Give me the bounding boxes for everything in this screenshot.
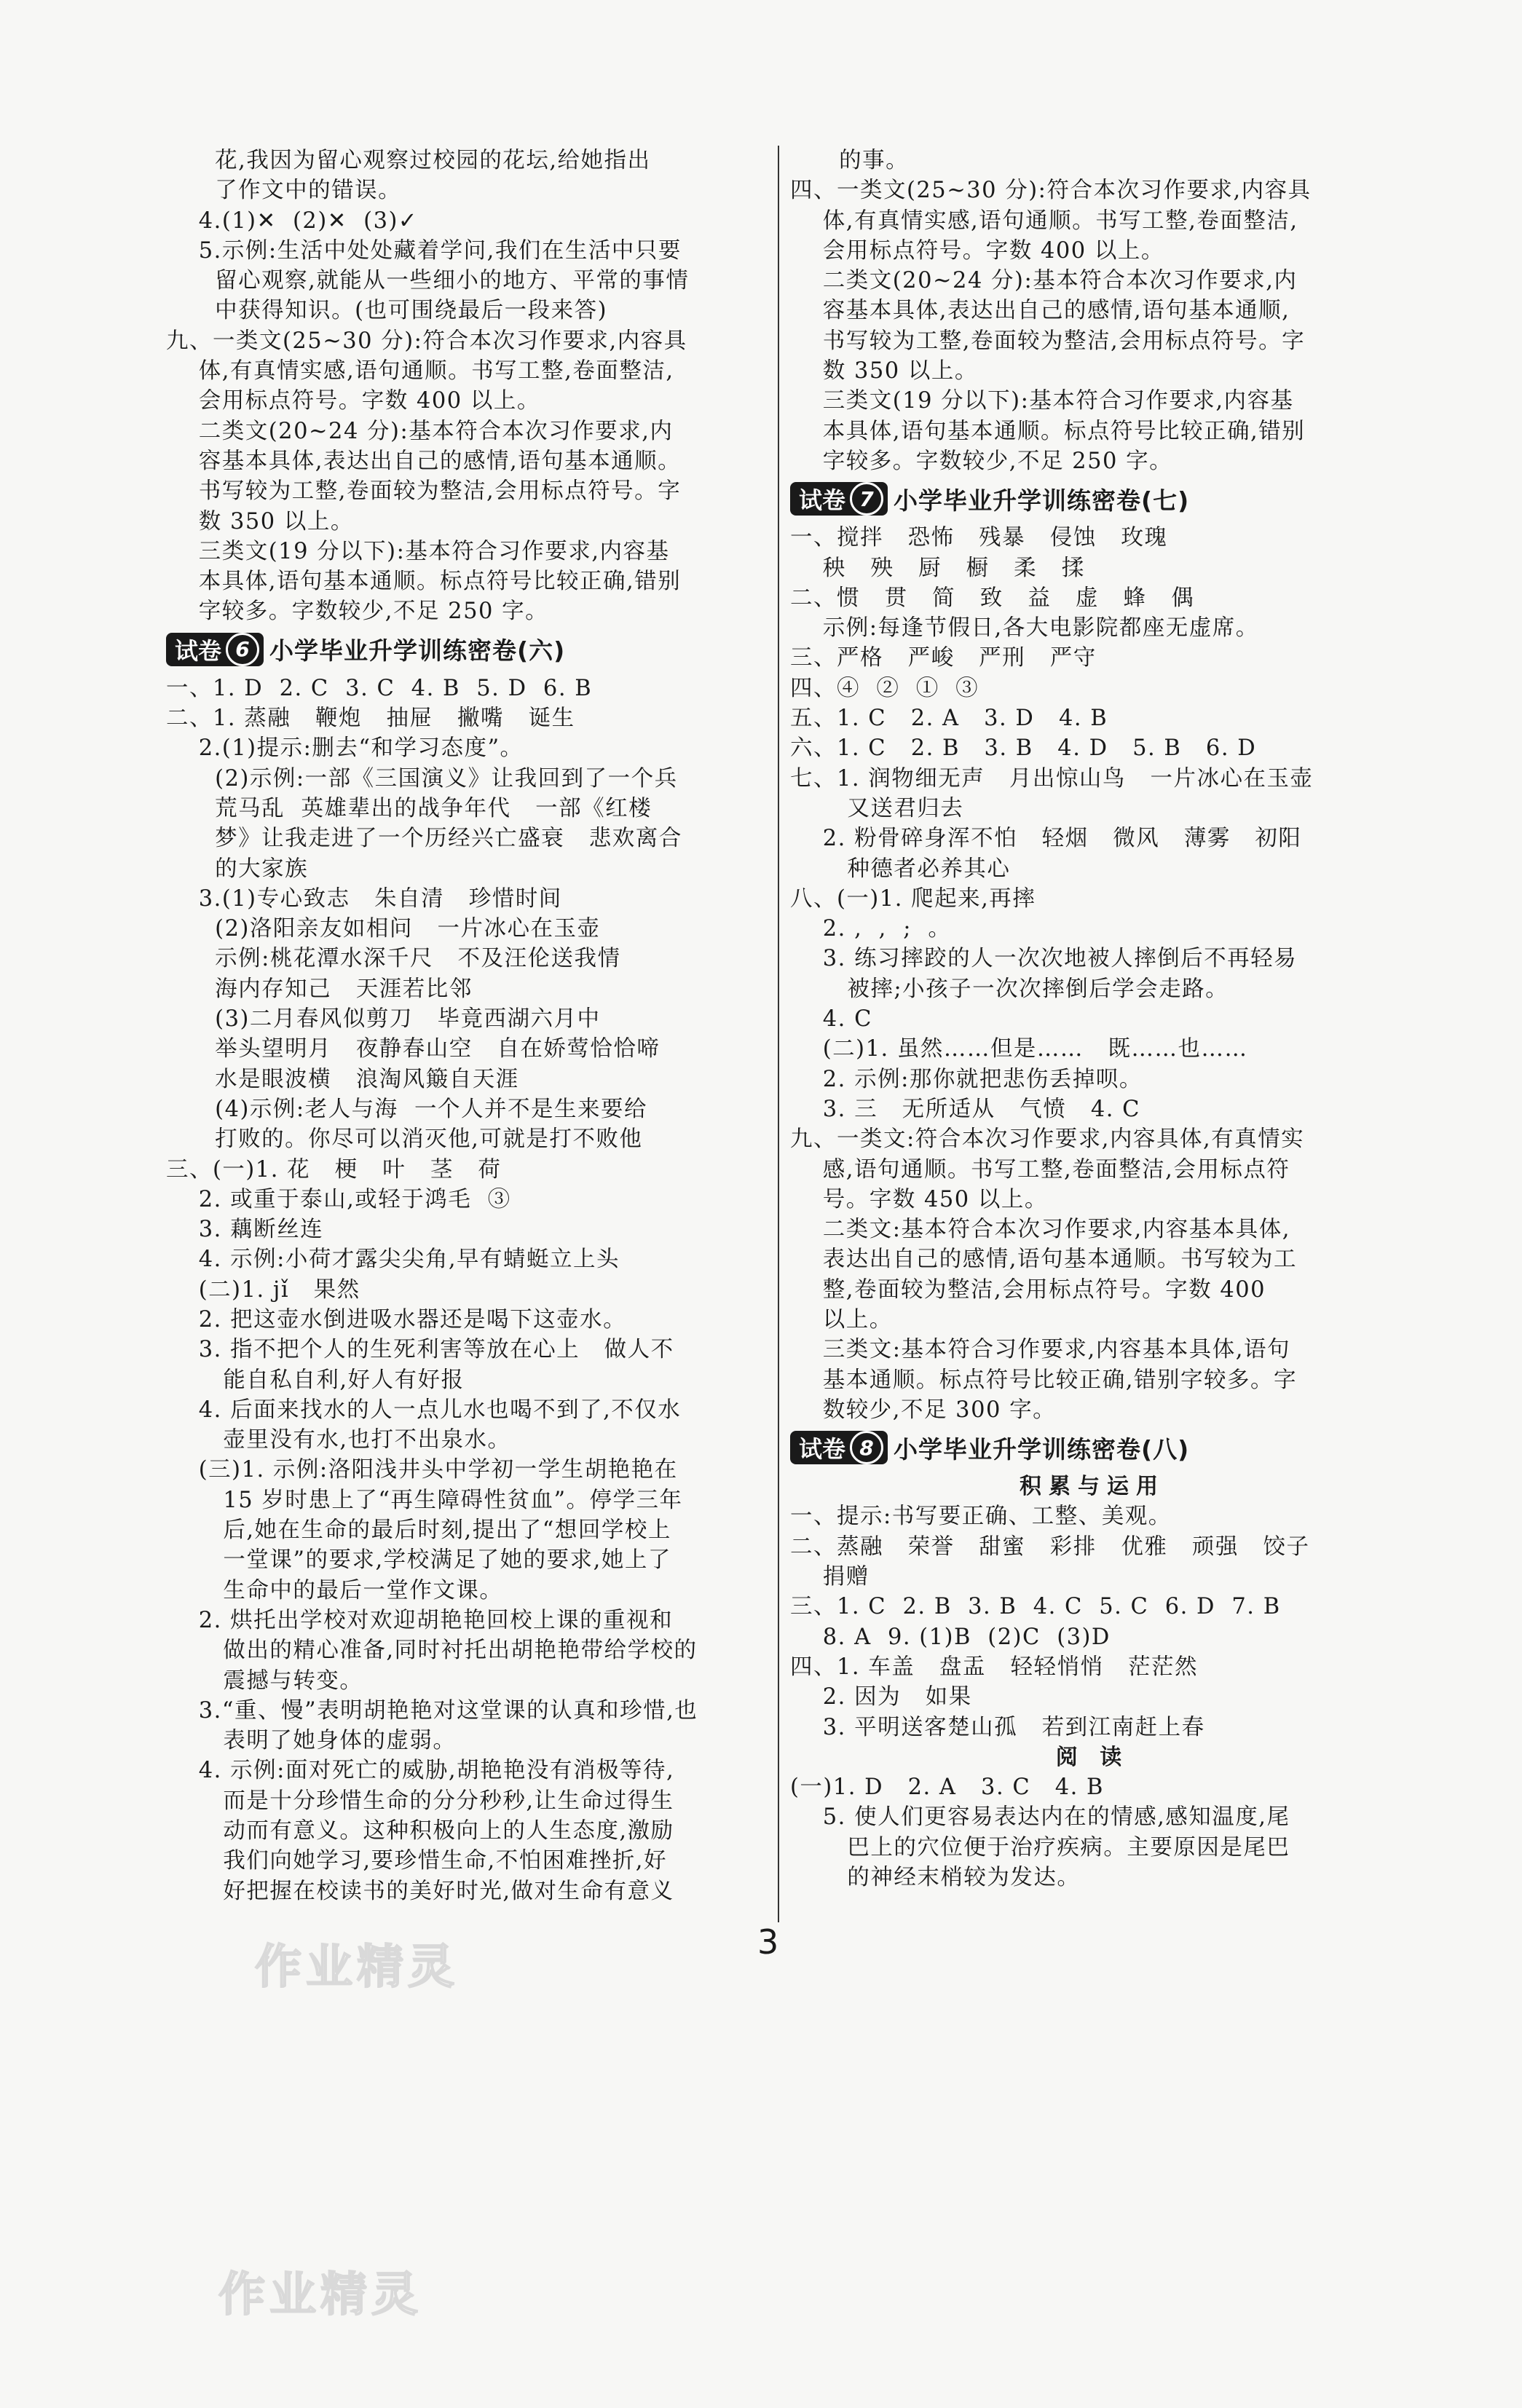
answer-line: 中获得知识。(也可围绕最后一段来答)	[166, 298, 607, 324]
watermark: 作业精灵	[218, 2268, 422, 2322]
answer-line: 又送君归去	[790, 795, 964, 821]
answer-line: 3. 练习摔跤的人一次次地被人摔倒后不再轻易	[790, 946, 1298, 972]
answer-line: 三、(一)1. 花 梗 叶 茎 荷	[166, 1156, 502, 1183]
answer-line: 容基本具体,表达出自己的感情,语句基本通顺,	[790, 298, 1290, 324]
answer-line: 2.(1)提示:删去“和学习态度”。	[166, 735, 524, 762]
answer-line: 三、1. C 2. B 3. B 4. C 5. C 6. D 7. B	[790, 1594, 1281, 1620]
answer-line: 容基本具体,表达出自己的感情,语句基本通顺。	[166, 448, 682, 474]
subsection-heading: 阅 读	[1055, 1744, 1129, 1770]
answer-line: 一、提示:书写要正确、工整、美观。	[790, 1504, 1172, 1530]
answer-line: 六、1. C 2. B 3. B 4. D 5. B 6. D	[790, 735, 1257, 762]
answer-line: 3. 藕断丝连	[166, 1217, 324, 1243]
exam-number: 8	[850, 1431, 883, 1464]
answer-line: 体,有真情实感,语句通顺。书写工整,卷面整洁,	[166, 358, 674, 384]
exam-number: 7	[850, 482, 883, 516]
answer-line: 花,我因为留心观察过校园的花坛,给她指出	[166, 148, 651, 173]
answer-line: 而是十分珍惜生命的分分秒秒,让生命过得生	[166, 1788, 674, 1814]
section-title: 小学毕业升学训练密卷(八)	[894, 1434, 1190, 1464]
right-column	[790, 146, 1395, 1892]
answer-line: 基本通顺。标点符号比较正确,错别字较多。字	[790, 1367, 1297, 1393]
answer-line: 示例:每逢节假日,各大电影院都座无虚席。	[790, 615, 1259, 642]
answer-line: 二类文:基本符合本次习作要求,内容基本具体,	[790, 1217, 1290, 1243]
answer-line: 3. 指不把个人的生死利害等放在心上 做人不	[166, 1337, 674, 1363]
answer-line: 七、1. 润物细无声 月出惊山鸟 一片冰心在玉壶	[790, 765, 1314, 792]
answer-line: 8. A 9. (1)B (2)C (3)D	[790, 1624, 1111, 1650]
exam-badge	[790, 1431, 888, 1464]
answer-line: 3. 平明送客楚山孤 若到江南赶上春	[790, 1714, 1205, 1740]
answer-line: 数 350 以上。	[790, 358, 978, 384]
answer-line: 后,她在生命的最后时刻,提出了“想回学校上	[166, 1517, 671, 1544]
answer-line: 数较少,不足 300 字。	[790, 1397, 1057, 1423]
answer-line: 三类文(19 分以下):基本符合习作要求,内容基	[790, 388, 1294, 414]
answer-line: 2. 烘托出学校对欢迎胡艳艳回校上课的重视和	[166, 1607, 674, 1633]
answer-line: (三)1. 示例:洛阳浅井头中学初一学生胡艳艳在	[166, 1457, 678, 1483]
answer-line: 表明了她身体的虚弱。	[166, 1728, 457, 1754]
answer-line: 做出的精心准备,同时衬托出胡艳艳带给学校的	[166, 1638, 698, 1664]
answer-line: 示例:桃花潭水深千尺 不及汪伦送我情	[166, 946, 621, 972]
answer-line: 感,语句通顺。书写工整,卷面整洁,会用标点符	[790, 1156, 1290, 1183]
answer-line: 书写较为工整,卷面较为整洁,会用标点符号。字	[166, 478, 682, 505]
answer-line: 打败的。你尽可以消灭他,可就是打不败他	[166, 1126, 643, 1153]
answer-line: 字较多。字数较少,不足 250 字。	[166, 599, 549, 625]
answer-line: 三类文:基本符合习作要求,内容基本具体,语句	[790, 1337, 1290, 1363]
answer-line: 梦》让我走进了一个历经兴亡盛衰 悲欢离合	[166, 826, 682, 852]
answer-line: 本具体,语句基本通顺。标点符号比较正确,错别	[166, 569, 682, 595]
answer-line: 二、蒸融 荣誉 甜蜜 彩排 优雅 顽强 饺子	[790, 1533, 1310, 1560]
answer-line: 种德者必养其心	[790, 856, 1011, 882]
answer-line: 壶里没有水,也打不出泉水。	[166, 1427, 511, 1453]
answer-line: 海内存知己 天涯若比邻	[166, 976, 473, 1002]
answer-line: 捐赠	[790, 1564, 870, 1590]
column-divider	[778, 146, 779, 1922]
answer-line: (二)1. jǐ 果然	[166, 1276, 360, 1303]
exam-number: 6	[226, 633, 259, 666]
answer-line: (一)1. D 2. A 3. C 4. B	[790, 1775, 1104, 1801]
answer-line: 二、1. 蒸融 鞭炮 抽屉 撇嘴 诞生	[166, 706, 575, 732]
answer-line: 留心观察,就能从一些细小的地方、平常的事情	[166, 268, 690, 294]
answer-line: 一、搅拌 恐怖 残暴 侵蚀 玫瑰	[790, 525, 1168, 551]
answer-line: 以上。	[790, 1306, 893, 1333]
subsection-heading: 积累与运用	[1020, 1474, 1165, 1500]
answer-line: 号。字数 450 以上。	[790, 1186, 1048, 1212]
answer-line: 2. 示例:那你就把悲伤丢掉呗。	[790, 1066, 1143, 1092]
answer-line: 4.(1)✕ (2)✕ (3)✓	[166, 208, 418, 234]
answer-line: 震撼与转变。	[166, 1667, 363, 1694]
watermark: 作业精灵	[255, 1941, 459, 1994]
answer-line: 四、一类文(25~30 分):符合本次习作要求,内容具	[790, 178, 1312, 204]
answer-line: 巴上的穴位便于治疗疾病。主要原因是尾巴	[790, 1834, 1290, 1860]
answer-line: 动而有意义。这种积极向上的人生态度,激励	[166, 1818, 674, 1844]
section-title: 小学毕业升学训练密卷(七)	[894, 486, 1190, 515]
exam-badge-label: 试卷	[799, 486, 846, 515]
answer-line: (2)示例:一部《三国演义》让我回到了一个兵	[166, 765, 678, 792]
answer-line: 一堂课”的要求,学校满足了她的要求,她上了	[166, 1547, 671, 1574]
answer-line: 水是眼波横 浪淘风簸自天涯	[166, 1066, 519, 1092]
answer-line: 2. , , ; 。	[790, 916, 952, 942]
answer-line: 能自私自利,好人有好报	[166, 1367, 465, 1393]
answer-line: 5. 使人们更容易表达内在的情感,感知温度,尾	[790, 1804, 1290, 1831]
answer-line: 我们向她学习,要珍惜生命,不怕困难挫折,好	[166, 1848, 667, 1874]
answer-line: 二类文(20~24 分):基本符合本次习作要求,内	[790, 268, 1298, 294]
answer-line: 5.示例:生活中处处藏着学问,我们在生活中只要	[166, 237, 682, 264]
section-title: 小学毕业升学训练密卷(六)	[269, 636, 566, 666]
exam-badge	[790, 482, 888, 516]
answer-line: 了作文中的错误。	[166, 178, 402, 204]
answer-line: 秧 殃 厨 橱 柔 揉	[790, 555, 1085, 581]
exam-badge-label: 试卷	[799, 1435, 846, 1464]
answer-line: 的大家族	[166, 856, 309, 882]
answer-line: (2)洛阳亲友如相问 一片冰心在玉壶	[166, 916, 601, 942]
answer-line: 4. 后面来找水的人一点儿水也喝不到了,不仅水	[166, 1397, 682, 1423]
answer-line: 举头望明月 夜静春山空 自在娇莺恰恰啼	[166, 1036, 661, 1062]
answer-line: 15 岁时患上了“再生障碍性贫血”。停学三年	[166, 1487, 683, 1513]
section-heading	[790, 1426, 1395, 1469]
left-column	[166, 146, 763, 1906]
answer-line: (4)示例:老人与海 一个人并不是生来要给	[166, 1096, 648, 1122]
answer-line: 数 350 以上。	[166, 508, 354, 534]
answer-line: 四、④ ② ① ③	[790, 675, 979, 701]
answer-line: 的事。	[790, 148, 910, 173]
answer-line: 二、惯 贯 简 致 益 虚 蜂 偶	[790, 585, 1195, 611]
answer-line: 2. 粉骨碎身浑不怕 轻烟 微风 薄雾 初阳	[790, 826, 1302, 852]
answer-line: 2. 把这壶水倒进吸水器还是喝下这壶水。	[166, 1306, 627, 1333]
answer-line: 生命中的最后一堂作文课。	[166, 1577, 503, 1603]
answer-line: 书写较为工整,卷面较为整洁,会用标点符号。字	[790, 328, 1306, 354]
answer-line: 三类文(19 分以下):基本符合习作要求,内容基	[166, 538, 670, 564]
answer-line: 九、一类文(25~30 分):符合本次习作要求,内容具	[166, 328, 687, 354]
answer-line: 荒马乱 英雄辈出的战争年代 一部《红楼	[166, 795, 652, 821]
answer-line: 本具体,语句基本通顺。标点符号比较正确,错别	[790, 418, 1306, 444]
answer-line: 会用标点符号。字数 400 以上。	[166, 388, 540, 414]
answer-line: 二类文(20~24 分):基本符合本次习作要求,内	[166, 418, 674, 444]
answer-line: 整,卷面较为整洁,会用标点符号。字数 400	[790, 1276, 1266, 1303]
exam-badge	[166, 633, 264, 666]
answer-line: 3.“重、慢”表明胡艳艳对这堂课的认真和珍惜,也	[166, 1697, 698, 1724]
section-heading	[790, 478, 1395, 520]
answer-line: 九、一类文:符合本次习作要求,内容具体,有真情实	[790, 1126, 1305, 1153]
answer-line: (二)1. 虽然……但是…… 既……也……	[790, 1036, 1248, 1062]
answer-line: 4. C	[790, 1006, 872, 1033]
answer-line: 会用标点符号。字数 400 以上。	[790, 237, 1164, 264]
answer-line: 八、(一)1. 爬起来,再摔	[790, 885, 1036, 912]
answer-line: 一、1. D 2. C 3. C 4. B 5. D 6. B	[166, 675, 593, 701]
answer-line: 表达出自己的感情,语句基本通顺。书写较为工	[790, 1247, 1297, 1273]
answer-line: 2. 因为 如果	[790, 1684, 972, 1710]
answer-line: 3.(1)专心致志 朱自清 珍惜时间	[166, 885, 562, 912]
answer-line: 4. 示例:小荷才露尖尖角,早有蜻蜓立上头	[166, 1247, 620, 1273]
page-number: 3	[757, 1922, 779, 1962]
answer-line: 五、1. C 2. A 3. D 4. B	[790, 706, 1108, 732]
answer-line: 2. 或重于泰山,或轻于鸿毛 ③	[166, 1186, 511, 1212]
answer-line: (3)二月春风似剪刀 毕竟西湖六月中	[166, 1006, 601, 1033]
answer-line: 的神经末梢较为发达。	[790, 1865, 1081, 1891]
answer-line: 4. 示例:面对死亡的威胁,胡艳艳没有消极等待,	[166, 1758, 675, 1784]
exam-badge-label: 试卷	[175, 636, 222, 665]
answer-line: 好把握在校读书的美好时光,做对生命有意义	[166, 1878, 674, 1904]
answer-line: 被摔;小孩子一次次摔倒后学会走路。	[790, 976, 1229, 1002]
answer-line: 四、1. 车盖 盘盂 轻轻悄悄 茫茫然	[790, 1654, 1199, 1680]
answer-line: 3. 三 无所适从 气愤 4. C	[790, 1096, 1140, 1122]
answer-line: 三、严格 严峻 严刑 严守	[790, 645, 1097, 671]
answer-line: 体,有真情实感,语句通顺。书写工整,卷面整洁,	[790, 208, 1298, 234]
answer-line: 字较多。字数较少,不足 250 字。	[790, 448, 1173, 474]
section-heading	[166, 628, 763, 671]
